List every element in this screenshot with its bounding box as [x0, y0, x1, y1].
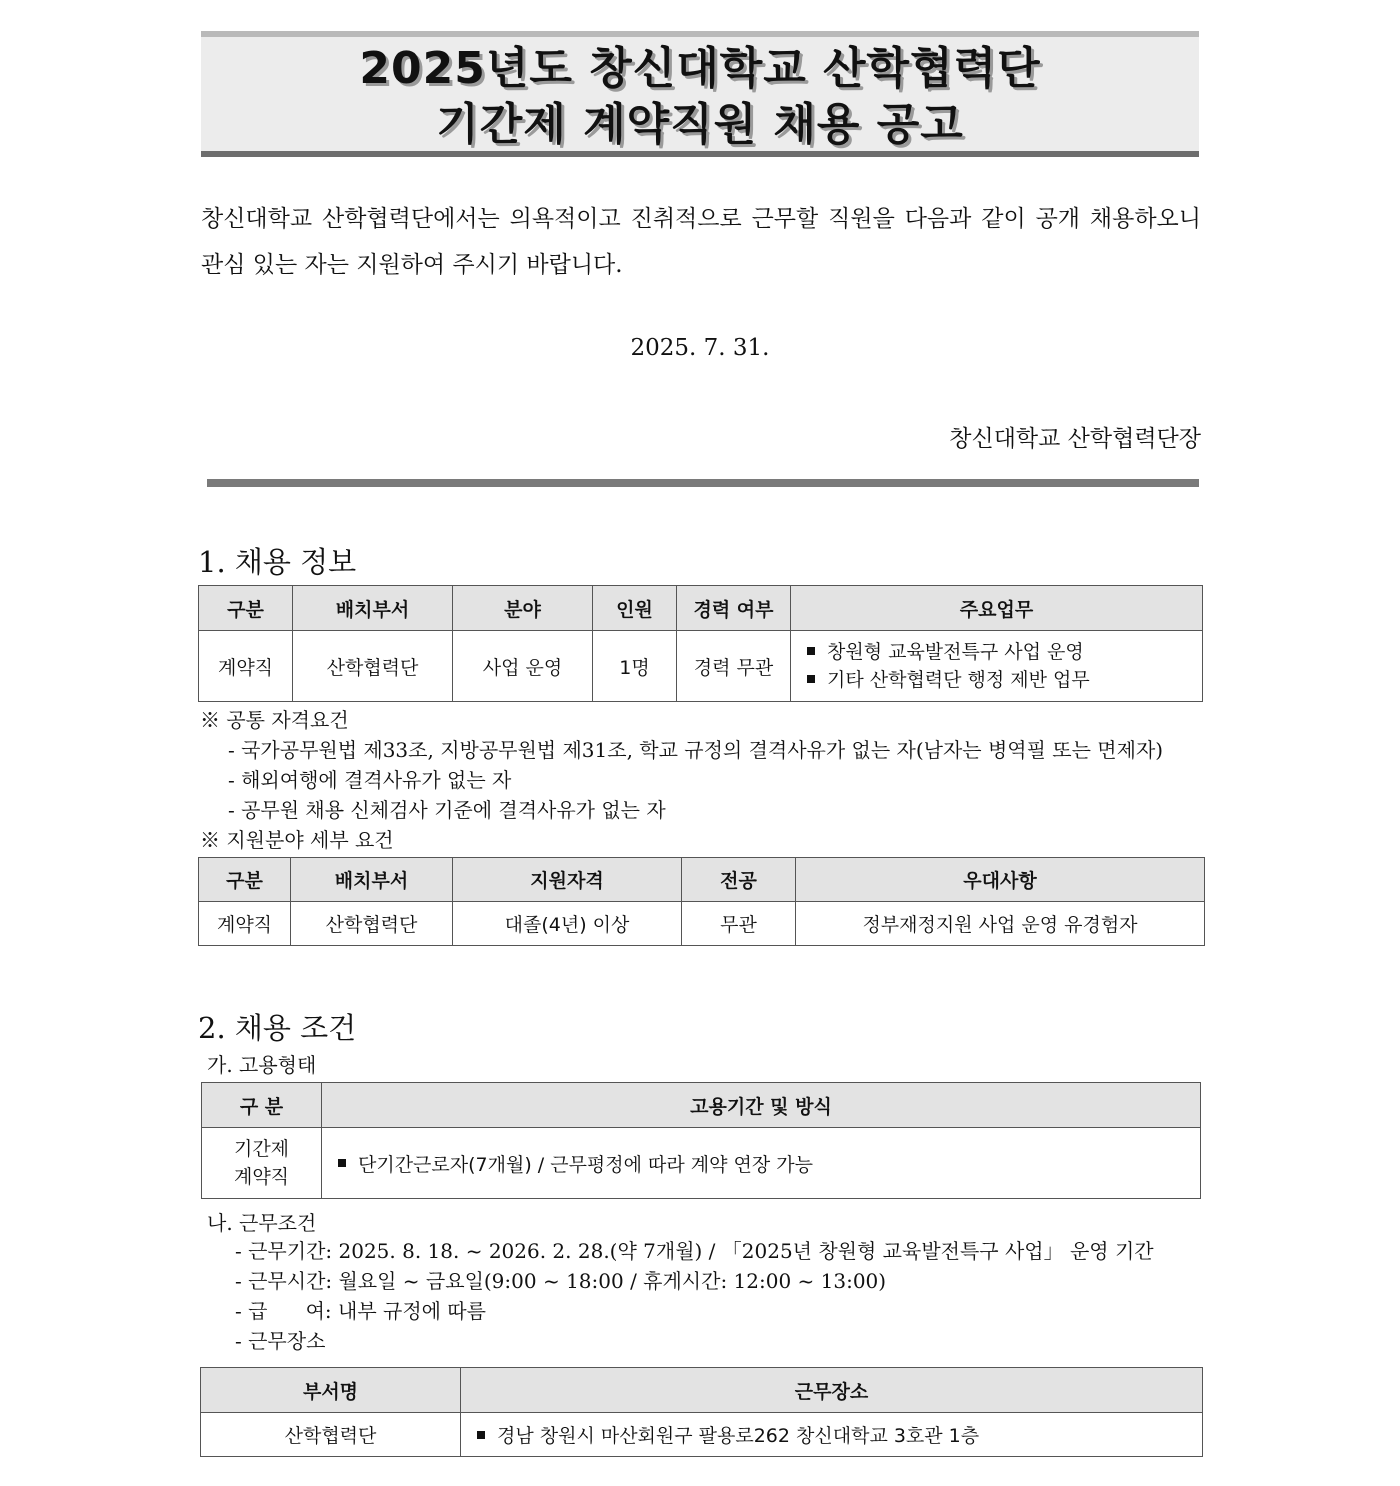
intro-line2: 관심 있는 자는 지원하여 주시기 바랍니다. — [201, 252, 623, 278]
table-header-row — [202, 1083, 1201, 1128]
condition-item: - 근무장소 — [235, 1329, 326, 1353]
cell-value: 단기간근로자(7개월) / 근무평정에 따라 계약 연장 가능 — [322, 1128, 1201, 1199]
page-title-line2: 기간제 계약직원 채용 공고 — [436, 99, 964, 150]
work-conditions-subheading: 나. 근무조건 — [207, 1211, 317, 1235]
cell-field: 사업 운영 — [453, 631, 593, 702]
bullet-square-icon — [807, 675, 815, 683]
bullet-square-icon — [338, 1159, 346, 1167]
col-header: 구 분 — [202, 1083, 322, 1128]
cell-count: 1명 — [593, 631, 677, 702]
table-row — [199, 902, 1205, 946]
cell: 계약직 — [199, 902, 291, 946]
recruit-info-table — [198, 585, 1203, 702]
employment-type-table — [201, 1082, 1201, 1199]
signer: 창신대학교 산학협력단장 — [949, 426, 1201, 452]
cell: 무관 — [682, 902, 796, 946]
table-header-row — [199, 858, 1205, 902]
duty-item: 창원형 교육발전특구 사업 운영 — [807, 638, 1202, 666]
table-header-row — [201, 1368, 1203, 1413]
cell-dept: 산학협력단 — [293, 631, 453, 702]
section1-heading: 1. 채용 정보 — [198, 545, 357, 579]
col-header: 경력 여부 — [677, 586, 791, 631]
common-requirement-item: - 국가공무원법 제33조, 지방공무원법 제31조, 학교 규정의 결격사유가 없는 자(남자는 병역필 또는 면제자) — [228, 738, 1164, 762]
col-header: 인원 — [593, 586, 677, 631]
condition-item: - 급 여: 내부 규정에 따름 — [235, 1299, 486, 1323]
announcement-date: 2025. 7. 31. — [630, 335, 770, 361]
table-row — [201, 1413, 1203, 1457]
requirements-table — [198, 857, 1205, 946]
condition-item: - 근무시간: 월요일 ~ 금요일(9:00 ~ 18:00 / 휴게시간: 12:00 ~ 13:00) — [235, 1269, 887, 1293]
cell-type: 계약직 — [199, 631, 293, 702]
col-header: 전공 — [682, 858, 796, 902]
cell-location: 경남 창원시 마산회원구 팔용로262 창신대학교 3호관 1층 — [461, 1413, 1203, 1457]
col-header: 구분 — [199, 586, 293, 631]
col-header: 우대사항 — [796, 858, 1205, 902]
duty-item: 기타 산학협력단 행정 제반 업무 — [807, 666, 1202, 694]
bullet-square-icon — [807, 647, 815, 655]
table-row — [202, 1128, 1201, 1199]
bullet-square-icon — [477, 1431, 485, 1439]
col-header: 배치부서 — [293, 586, 453, 631]
cell-career: 경력 무관 — [677, 631, 791, 702]
col-header: 근무장소 — [461, 1368, 1203, 1413]
common-requirements-title: ※ 공통 자격요건 — [200, 708, 349, 732]
cell-duties — [791, 631, 1203, 702]
col-header: 고용기간 및 방식 — [322, 1083, 1201, 1128]
col-header: 주요업무 — [791, 586, 1203, 631]
common-requirement-item: - 공무원 채용 신체검사 기준에 결격사유가 없는 자 — [228, 798, 666, 822]
title-box — [201, 31, 1199, 157]
col-header: 지원자격 — [453, 858, 682, 902]
intro-line1: 창신대학교 산학협력단에서는 의욕적이고 진취적으로 근무할 직원을 다음과 같이 공개 채용하오니 — [201, 206, 1201, 232]
divider-rule — [207, 479, 1199, 487]
cell-label: 기간제 계약직 — [202, 1128, 322, 1199]
common-requirement-item: - 해외여행에 결격사유가 없는 자 — [228, 768, 512, 792]
cell: 대졸(4년) 이상 — [453, 902, 682, 946]
table-header-row — [199, 586, 1203, 631]
cell-dept: 산학협력단 — [201, 1413, 461, 1457]
section2-heading: 2. 채용 조건 — [198, 1011, 357, 1045]
employment-type-subheading: 가. 고용형태 — [207, 1053, 317, 1077]
col-header: 부서명 — [201, 1368, 461, 1413]
page-title-line1: 2025년도 창신대학교 산학협력단 — [359, 43, 1041, 94]
intro-paragraph — [201, 196, 1201, 288]
table-row — [199, 631, 1203, 702]
col-header: 구분 — [199, 858, 291, 902]
work-location-table — [200, 1367, 1203, 1457]
condition-item: - 근무기간: 2025. 8. 18. ~ 2026. 2. 28.(약 7개월) / 「2025년 창원형 교육발전특구 사업」 운영 기간 — [235, 1239, 1154, 1263]
col-header: 분야 — [453, 586, 593, 631]
cell: 정부재정지원 사업 운영 유경험자 — [796, 902, 1205, 946]
detail-requirements-title: ※ 지원분야 세부 요건 — [200, 828, 394, 852]
cell: 산학협력단 — [291, 902, 453, 946]
col-header: 배치부서 — [291, 858, 453, 902]
